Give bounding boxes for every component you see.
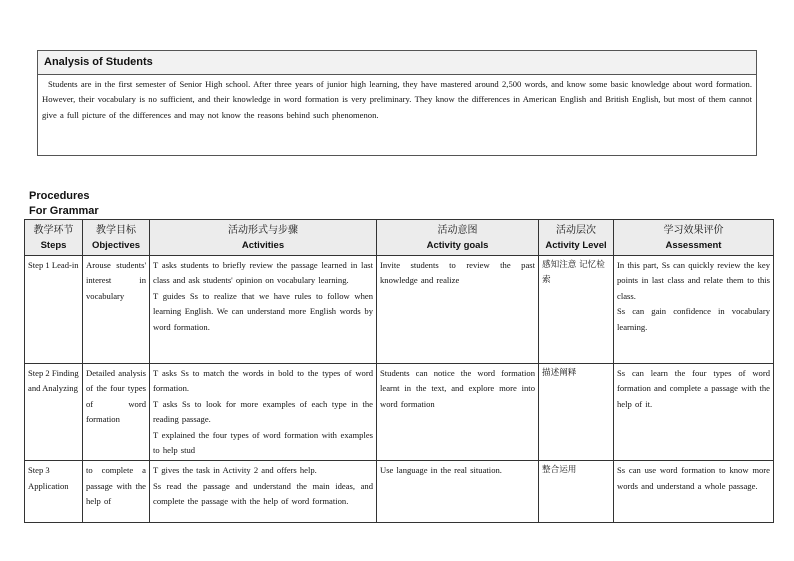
- activity-line: Ss read the passage and understand the main ideas, and complete the passage with the help of word formation.: [153, 480, 373, 507]
- goals-cell: Students can notice the word formation learnt in the text, and explore more into word formation: [377, 364, 539, 461]
- assessment-line: In this part, Ss can quickly review the key points in last class and relate them to this class.: [617, 260, 770, 301]
- procedures-table: [24, 219, 774, 523]
- assessment-line: Ss can learn the four types of word formation and complete a passage with the help of it.: [617, 368, 771, 409]
- activity-line: T asks Ss to look for more examples of each type in the reading passage.: [153, 398, 373, 425]
- grammar-subheading: For Grammar: [29, 205, 99, 217]
- column-header-objectives: 教学目标 Objectives: [83, 220, 150, 256]
- analysis-title: Analysis of Students: [38, 51, 756, 75]
- assessment-line: Ss can gain confidence in vocabulary learning.: [617, 306, 770, 332]
- step-cell: Step 3 Application: [25, 461, 83, 523]
- objectives-cell: Detailed analysis of the four types of word formation: [83, 364, 150, 461]
- analysis-of-students-box: [37, 50, 757, 156]
- activities-cell: [150, 364, 377, 461]
- procedures-heading: Procedures: [29, 190, 90, 202]
- assessment-cell: [614, 364, 774, 461]
- assessment-line: Ss can use word formation to know more words and understand a whole passage.: [617, 465, 770, 491]
- column-header-assessment: 学习效果评价 Assessment: [614, 220, 774, 256]
- column-header-activity-goals: 活动意图 Activity goals: [377, 220, 539, 256]
- column-header-steps: 教学环节 Steps: [25, 220, 83, 256]
- assessment-cell: [614, 461, 774, 523]
- activity-line: T asks Ss to match the words in bold to the types of word formation.: [153, 368, 373, 394]
- column-header-activities: 活动形式与步骤 Activities: [150, 220, 377, 256]
- table-row: [25, 461, 774, 523]
- activity-line: T guides Ss to realize that we have rules to follow when learning English. We can understand more English words by word formation.: [153, 290, 373, 332]
- table-row: [25, 256, 774, 364]
- activities-cell: [150, 461, 377, 523]
- goals-cell: Use language in the real situation.: [377, 461, 539, 523]
- table-row: [25, 364, 774, 461]
- level-cell: 整合运用: [539, 461, 614, 523]
- level-cell: 描述阐释: [539, 364, 614, 461]
- level-cell: 感知注意 记忆检索: [539, 256, 614, 364]
- objectives-cell: to complete a passage with the help of: [83, 461, 150, 523]
- activities-cell: [150, 256, 377, 364]
- step-cell: Step 1 Lead-in: [25, 256, 83, 364]
- goals-cell: Invite students to review the past knowledge and realize: [377, 256, 539, 364]
- step-cell: Step 2 Finding and Analyzing: [25, 364, 83, 461]
- objectives-cell: Arouse students' interest in vocabulary: [83, 256, 150, 364]
- activity-line: T gives the task in Activity 2 and offers help.: [153, 465, 317, 476]
- activity-line: T asks students to briefly review the passage learned in last class and ask students' opinion on vocabulary learning.: [153, 260, 373, 286]
- assessment-cell: [614, 256, 774, 364]
- table-header-row: [25, 220, 774, 256]
- activity-line: T explained the four types of word formation with examples to help stud: [153, 429, 373, 456]
- column-header-activity-level: 活动层次 Activity Level: [539, 220, 614, 256]
- analysis-body: Students are in the first semester of Senior High school. After three years of junior high learning, they have mastered around 2,500 words, and know some basic knowledge about word formation. However, their vocabulary is no sufficient, and their knowledge in word formation is very preliminary. They know the differences in American English and British English, but most of them cannot give a full picture of the differences and may not know the reasons behind such phenomenon.: [42, 79, 752, 120]
